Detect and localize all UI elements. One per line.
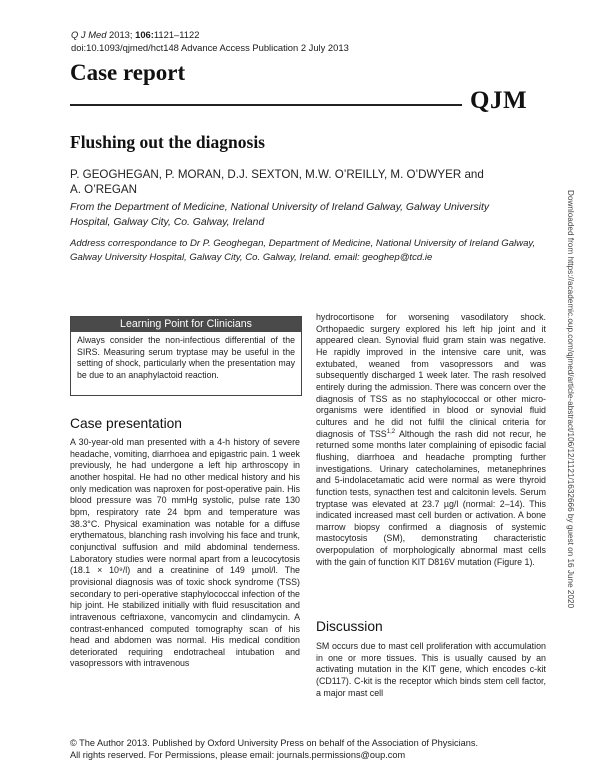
right-column-body [316, 312, 546, 568]
case-presentation-body [70, 437, 300, 670]
discussion-text: SM occurs due to mast cell proliferation with accumulation in one or more tissues. This is usually caused by an activating mutation in the KIT gene, which encodes c-kit (CD117). C-kit is the receptor which binds stem cell factor, a major mast cell [316, 641, 546, 698]
address-line-2: Galway University Hospital, Galway City, Co. Galway, Ireland. email: geoghep@tcd.ie [70, 251, 433, 263]
reference-marker[interactable]: 1,2 [386, 428, 396, 435]
affiliation-line-1: From the Department of Medicine, National University of Ireland Galway, Galway University [70, 202, 490, 213]
correspondence-address [70, 237, 542, 265]
address-line-1: Address correspondance to Dr P. Geoghegan, Department of Medicine, National University of Ireland Galway, [70, 238, 536, 249]
doi-line: doi:10.1093/qjmed/hct148 Advance Access Publication 2 July 2013 [71, 41, 349, 53]
year: 2013; [106, 29, 136, 40]
footer-line-1: © The Author 2013. Published by Oxford University Press on behalf of the Association of Physicians. [70, 738, 479, 748]
right-column-text: hydrocortisone for worsening vasodilatory shock. Orthopaedic surgery explored his left hip joint and it appeared clean. Synovial fluid gram stain was negative. He rapidly improved in the intensive care unit, was extubated, weaned from vasopressors and was subsequently discharged 1 week later. The rash resolved entirely during the admission. There was concern over the diagnosis of TSS as no staphylococcal or other micro-organisms were identified in blood or synovial fluid cultures and he did not fulfil the clinical criteria for diagnosis of TSS [316, 312, 546, 439]
download-watermark: Downloaded from https://academic.oup.com/qjmed/article-abstract/106/12/1121/1632666 by guest on 16 June 2020 [566, 190, 575, 609]
journal-name: Q J Med [71, 29, 107, 40]
running-header [71, 29, 349, 54]
header-rule [70, 104, 462, 106]
discussion-body [316, 641, 546, 699]
affiliation-line-2: Hospital, Galway City, Co. Galway, Ireland [70, 216, 265, 228]
author-list [70, 167, 540, 197]
case-presentation-text: A 30-year-old man presented with a 4-h history of severe headache, vomiting, diarrhoea and epigastric pain. 1 week previously, he had undergone a left hip arthroscopy in another hospital. He had no other medical history and his only medication was naproxen for post-operative pain. His blood pressure was 70 mmHg systolic, pulse rate 130 bpm, respiratory rate 24 bpm and temperature was 38.3°C. Physical examination was notable for a diffuse erythematous, blanching rash involving his face and trunk, conjunctival suffusion and mild abdominal tenderness. Laboratory studies were normal apart from a leucocytosis (18.1 × 10⁹/l) and a creatinine of 149 µmol/l. The provisional diagnosis was of toxic shock syndrome (TSS) secondary to peri-operative staphylococcal infection of the hip joint. He stabilized initially with fluid resuscitation and intravenous ceftriaxone, vancomycin and clindamycin. A contrast-enhanced computed tomography scan of his head and abdomen was normal. His medical condition deteriorated requiring endotracheal intubation and vasopressors with intravenous [70, 437, 300, 669]
learning-point-text: Always consider the non-infectious differential of the SIRS. Measuring serum tryptase may be useful in the setting of shock, particularly when the presentation may be due to an anaphylactoid reaction. [77, 335, 295, 380]
right-column-paragraph [316, 312, 546, 568]
footer-line-2: All rights reserved. For Permissions, please email: journals.permissions@oup.com [70, 749, 406, 760]
section-label: Case report [70, 60, 186, 85]
case-presentation-heading: Case presentation [70, 416, 182, 431]
learning-point-heading: Learning Point for Clinicians [71, 317, 301, 332]
journal-logo: QJM [470, 87, 528, 114]
copyright-footer [70, 738, 550, 762]
learning-point-box [70, 316, 302, 396]
right-column-text-cont: Although the rash did not recur, he returned some months later complaining of episodic facial flushing, diarrhoea and headache prompting further investigations. Urinary catecholamines, metanephrines and 5-indolacetamatic acid were normal as were thyroid function tests, synacthen test and calcitonin levels. Serum tryptase was elevated at 23.7 µg/l (normal: 2–14). This indicated increased mast cell burden or activation. A bone marrow biopsy confirmed a diagnosis of systemic mastocytosis (SM), demonstrating characteristic overpopulation of morphologically abnormal mast cells with the gain of function KIT D816V mutation (Figure 1). [316, 428, 547, 567]
article-title: Flushing out the diagnosis [70, 132, 265, 152]
citation-line [71, 29, 349, 42]
affiliation [70, 201, 542, 230]
discussion-heading: Discussion [316, 619, 383, 634]
authors-line-1: P. GEOGHEGAN, P. MORAN, D.J. SEXTON, M.W. O’REILLY, M. O’DWYER and [70, 168, 484, 181]
page-range: 1121–1122 [153, 29, 200, 40]
volume: 106: [135, 29, 154, 40]
authors-line-2: A. O’REGAN [70, 183, 137, 196]
